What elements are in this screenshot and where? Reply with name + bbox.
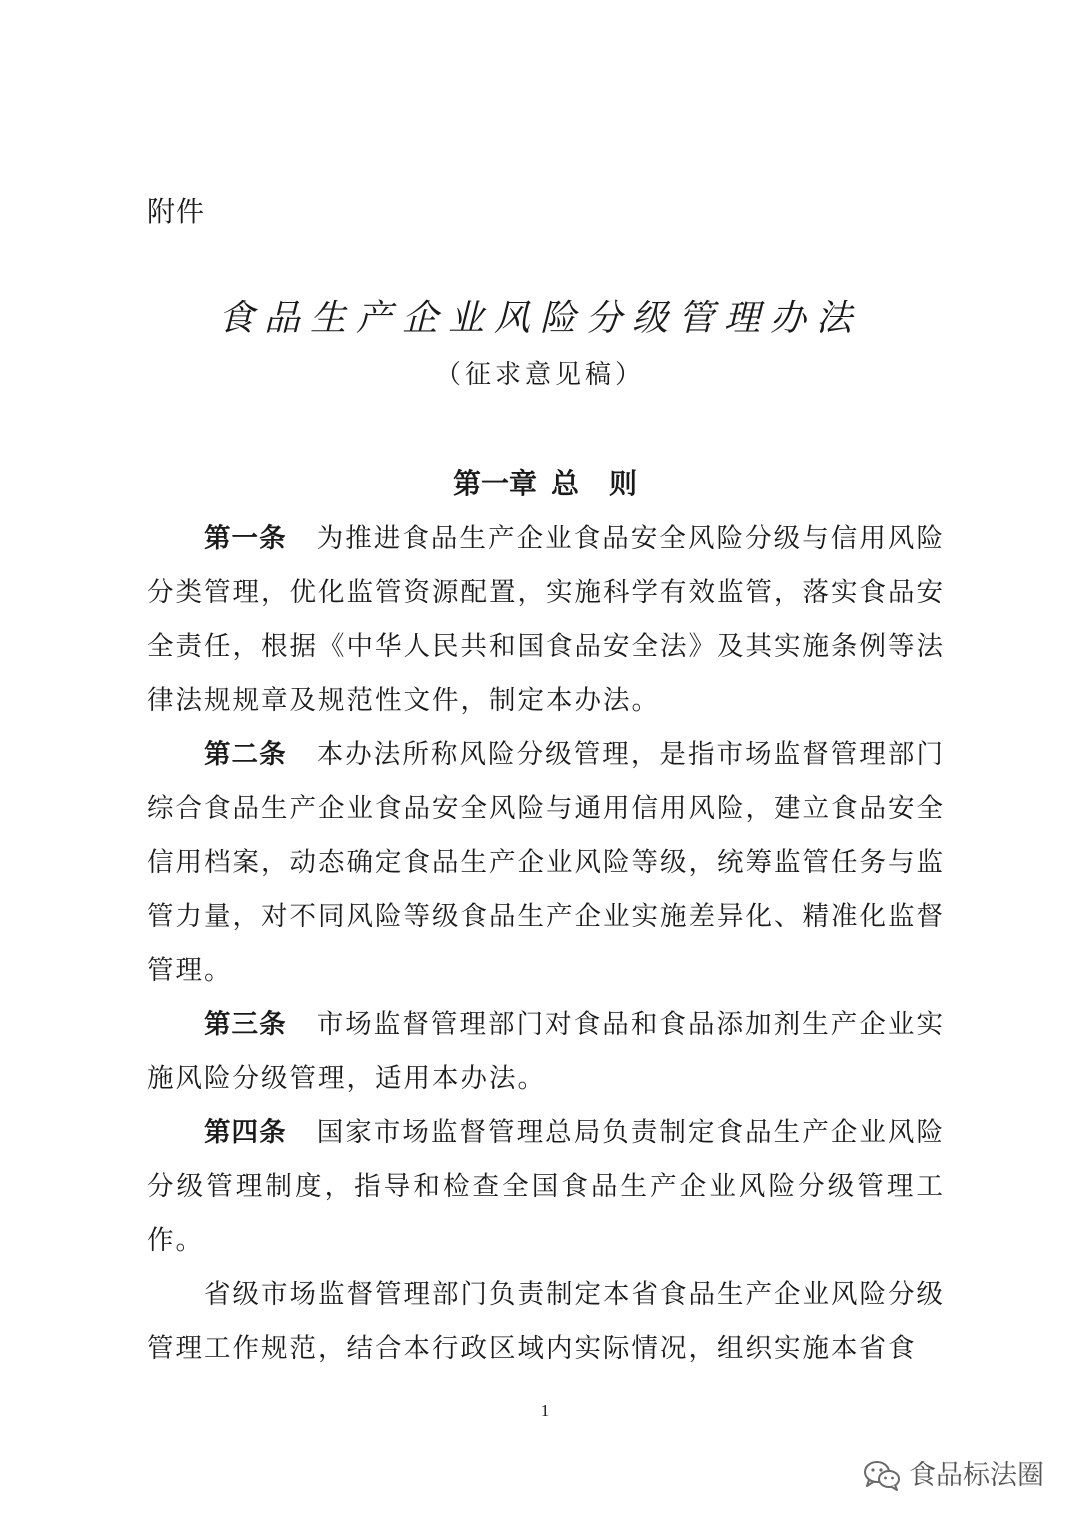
watermark	[863, 1456, 1044, 1496]
wechat-icon	[863, 1460, 901, 1492]
chapter-number: 第一章	[452, 467, 537, 500]
watermark-text: 食品标法圈	[909, 1460, 1044, 1491]
continuation-paragraph: 省级市场监督管理部门负责制定本省食品生产企业风险分级管理工作规范，结合本行政区域内实际情况，组织实施本省食	[147, 1279, 945, 1364]
document-body	[147, 512, 945, 1376]
document-title: 食品生产企业风险分级管理办法	[217, 298, 862, 339]
document-subtitle: （征求意见稿）	[434, 360, 645, 390]
article-number: 第二条	[204, 739, 287, 770]
article-text: 本办法所称风险分级管理，是指市场监督管理部门综合食品生产企业食品安全风险与通用信用风险，建立食品安全信用档案，动态确定食品生产企业风险等级，统筹监管任务与监管力量，对不同风险等级食品生产企业实施差异化、精准化监督管理。	[147, 739, 945, 986]
chapter-name-part2: 则	[609, 467, 638, 500]
article-text: 为推进食品生产企业食品安全风险分级与信用风险分类管理，优化监管资源配置，实施科学有效监管，落实食品安全责任，根据《中华人民共和国食品安全法》及其实施条例等法律法规规章及规范性文件，制定本办法。	[147, 523, 945, 716]
article-text: 国家市场监督管理总局负责制定食品生产企业风险分级管理制度，指导和检查全国食品生产企业风险分级管理工作。	[147, 1117, 945, 1256]
article-paragraph	[147, 998, 945, 1106]
article-paragraph	[147, 728, 945, 998]
chapter-heading	[0, 462, 1080, 506]
article-paragraph	[147, 1106, 945, 1268]
article-text: 市场监督管理部门对食品和食品添加剂生产企业实施风险分级管理，适用本办法。	[147, 1009, 945, 1094]
page-number: 1	[540, 1401, 550, 1420]
chapter-name-part1: 总	[550, 467, 579, 500]
article-paragraph	[147, 512, 945, 728]
article-number: 第三条	[204, 1009, 287, 1040]
attachment-label: 附件	[147, 195, 206, 228]
article-number: 第四条	[204, 1117, 287, 1148]
article-number: 第一条	[204, 523, 287, 554]
